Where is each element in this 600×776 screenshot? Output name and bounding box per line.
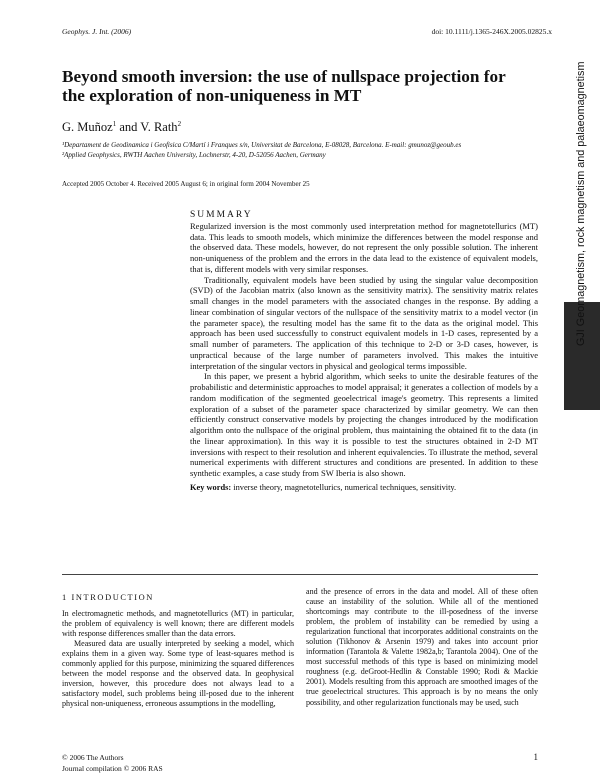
copyright-journal: Journal compilation © 2006 RAS — [62, 764, 163, 773]
author-line — [62, 120, 181, 135]
intro-heading: 1 INTRODUCTION — [62, 593, 154, 602]
paper-title: Beyond smooth inversion: the use of nullspace projection for the exploration of non-uniqueness in MT — [62, 67, 506, 105]
accepted-dates: Accepted 2005 October 4. Received 2005 August 6; in original form 2004 November 25 — [62, 180, 310, 188]
keywords-label: Key words: — [190, 482, 232, 492]
summary-paragraph-2: Traditionally, equivalent models have been studied by using the singular value decomposition (SVD) of the Jacobian matrix (also known as the sensitivity matrix). The sensitivity matrix relates small changes in the model parameters with the associated changes in the response. By adding a linear combination of singular vectors of the nullspace of the sensitivity matrix to a model vector (in the parameter space), the resulting model has the same fit to the data as the original model. This approach has been used successfully to construct equivalent models in 1-D cases, represented by a small number of parameters. The application of this technique to 2-D or 3-D cases, however, is unpractical because of the large number of parameters involved. This makes the intuitive interpretation of the singular vectors in physical and geological terms impossible. — [190, 274, 538, 371]
journal-header: Geophys. J. Int. (2006) — [62, 27, 132, 36]
section-divider — [62, 574, 538, 575]
summary-heading: SUMMARY — [190, 210, 253, 220]
affiliation-1: ¹Departament de Geodinamica i Geofisica C/Martí i Franques s/n, Universitat de Barcelona, E-08028, Barcelona. E-mail: gmunoz@geoub.es — [62, 141, 462, 149]
intro-paragraph-1: In electromagnetic methods, and magnetotellurics (MT) in particular, the problem of equivalency is well known; there are different models with response differences smaller than the data errors. — [62, 609, 294, 639]
intro-paragraph-3: and the presence of errors in the data and model. All of these often cause an instability of the solution. While all of the mentioned shortcomings may contribute to the ill-posedness of the inverse problem, the problem of instability can be remedied by using a regularization functional that incorporates additional constraints on the solution (Tikhonov & Arsenin 1979) and takes into account prior information (Tarantola & Valette 1982a,b; Tarantola 2004). One of the most successful methods of this type is based on minimizing model roughness (e.g. deGroot-Hedlin & Constable 1990; Rodi & Mackie 2001). Models resulting from this approach are smoothed images of the true geoelectrical structures. This approach is by no means the only possibility, and other regularization functionals may be used, such — [306, 587, 538, 707]
body-column-left — [62, 587, 294, 710]
summary-block — [190, 210, 538, 494]
author-1: G. Muñoz — [62, 120, 113, 135]
page-number: 1 — [533, 752, 538, 762]
copyright-authors: © 2006 The Authors — [62, 753, 124, 762]
keywords-line — [190, 483, 538, 494]
intro-paragraph-2: Measured data are usually interpreted by seeking a model, which explains them in a given way. Some type of least-squares method is commonly applied for this purpose, minimizing the squared differences between the model response and the observed data. In geophysical inversion, however, this procedure does not always lead to a satisfactory model, such problems being ill-posed due to the inherent physical non-uniqueness, erroneous assumptions in the modelling, — [62, 639, 294, 709]
body-column-right — [306, 587, 538, 708]
affiliation-2: ²Applied Geophysics, RWTH Aachen University, Lochnerstr, 4-20, D-52056 Aachen, Germany — [62, 151, 326, 159]
author-2-affiliation-mark: 2 — [177, 120, 182, 128]
keywords-list: inverse theory, magnetotellurics, numerical techniques, sensitivity. — [231, 482, 457, 492]
summary-paragraph-1: Regularized inversion is the most commonly used interpretation method for magnetotellurics (MT) data. This leads to smooth models, which minimize the differences between the model response and the observed data. These models, however, do not represent the only possible solution. The inherent non-uniqueness of the problem and the errors in the data lead to the existence of equivalent models, that is, different models with very similar responses. — [190, 220, 538, 274]
author-conjunction: and — [116, 120, 141, 135]
summary-paragraph-3: In this paper, we present a hybrid algorithm, which seeks to unite the desirable features of the probabilistic and deterministic approaches to model appraisal; it generates a collection of models by a random modification of the segmented geoelectrical image's geometry. This represents a limited exploration of a subset of the parameter space characterized by similar geometry. We can then efficiently construct conservative models by projecting the changes introduced by the modification algorithm onto the nullspace of the original problem, thus maintaining the obtained fit to the data (in the linear approximation). In this way it is possible to test the structures obtained in 2-D MT inversions with respect to their resolution and inherent equivalencies. To illustrate the method, several numerical experiments with different structures and conditions are presented. In addition to these synthetic examples, a case study from SW Iberia is also shown. — [190, 371, 538, 478]
author-2: V. Rath — [140, 120, 178, 135]
doi-header: doi: 10.1111/j.1365-246X.2005.02825.x — [431, 27, 552, 36]
author-1-affiliation-mark: 1 — [112, 120, 117, 128]
section-side-label: GJI Geomagnetism, rock magnetism and palaeomagnetism — [575, 61, 587, 346]
